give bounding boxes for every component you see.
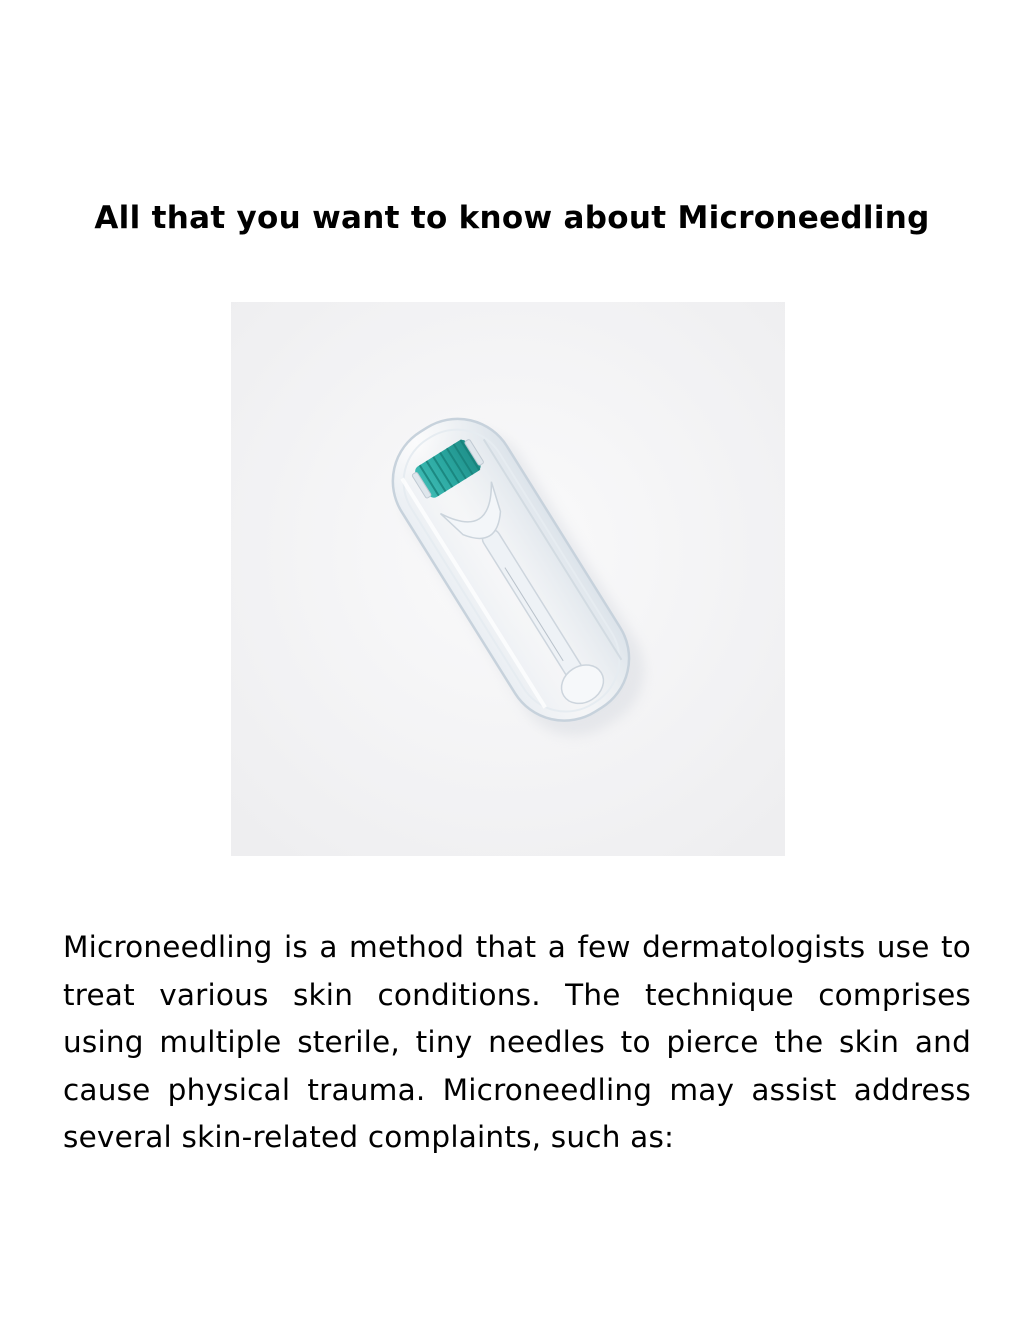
body-paragraph: Microneedling is a method that a few dermatologists use to treat various skin conditions. The technique comprises using multiple sterile, tiny needles to pierce the skin and cause physical trauma. Microneedling may assist address several skin-related complaints, such as:: [63, 930, 971, 1154]
page-title: All that you want to know about Microneedling: [94, 200, 930, 236]
microneedling-roller-photo: [231, 302, 785, 856]
